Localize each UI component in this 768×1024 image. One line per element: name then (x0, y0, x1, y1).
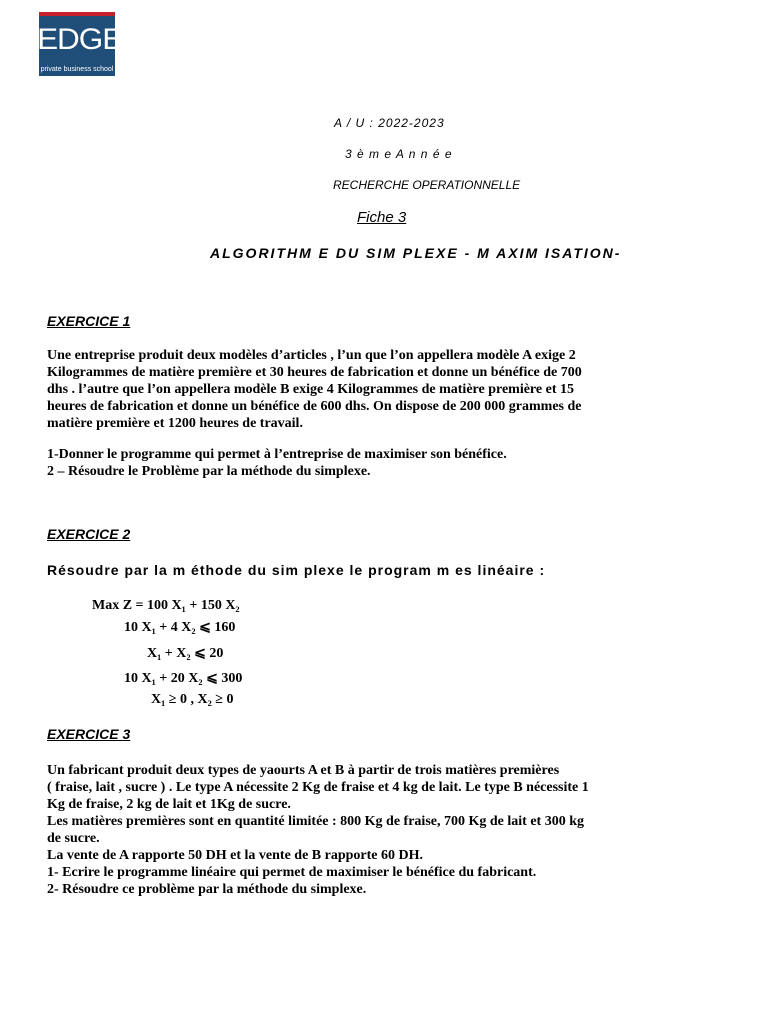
statement-line: Une entreprise produit deux modèles d’articles , l’un que l’on appellera modèle A exige 2 (47, 348, 576, 363)
statement-line: 1- Ecrire le programme linéaire qui permet de maximiser le bénéfice du fabricant. (47, 865, 537, 880)
statement-line: matière première et 1200 heures de travail. (47, 416, 303, 431)
academic-year: A / U : 2022-2023 (334, 116, 445, 130)
statement-line: de sucre. (47, 831, 100, 846)
exercice-1-title: EXERCICE 1 (47, 313, 131, 329)
fiche-number: Fiche 3 (357, 209, 407, 226)
exercice-2-title: EXERCICE 2 (47, 526, 131, 542)
logo-subtitle: private business school (40, 66, 114, 73)
question-line: 2 – Résoudre le Problème par la méthode du simplexe. (47, 464, 371, 479)
statement-line: Kg de fraise, 2 kg de lait et 1Kg de sucre. (47, 797, 291, 812)
exercice-1-questions (47, 446, 657, 480)
statement-line: Kilogrammes de matière première et 30 heures de fabrication et donne un bénéfice de 700 (47, 365, 582, 380)
non-negativity-constraint: X₁ ≥ 0 , X₂ ≥ 0 (151, 692, 234, 707)
constraint-3: 10 X₁ + 20 X₂ ⩽ 300 (124, 671, 243, 686)
school-logo (37, 12, 123, 76)
statement-line: Les matières premières sont en quantité limitée : 800 Kg de fraise, 700 Kg de lait et 300 kg (47, 814, 584, 829)
question-line: 1-Donner le programme qui permet à l’entreprise de maximiser son bénéfice. (47, 447, 507, 462)
constraint-1: 10 X₁ + 4 X₂ ⩽ 160 (124, 620, 236, 635)
course-name: RECHERCHE OPERATIONNELLE (333, 178, 521, 192)
statement-line: heures de fabrication et donne un bénéfice de 600 dhs. On dispose de 200 000 grammes de (47, 399, 582, 414)
document-title: ALGORITHM E DU SIM PLEXE - M AXIM ISATION- (210, 245, 622, 261)
logo-wordmark: EDGE (37, 23, 123, 56)
statement-line: 2- Résoudre ce problème par la méthode du simplexe. (47, 882, 367, 897)
objective-function: Max Z = 100 X₁ + 150 X₂ (92, 598, 240, 613)
exercice-3-title: EXERCICE 3 (47, 726, 131, 742)
study-level: 3 è m e A n n é e (345, 147, 453, 161)
exercice-2-instruction: Résoudre par la m éthode du sim plexe le program m es linéaire : (47, 562, 546, 578)
statement-line: ( fraise, lait , sucre ) . Le type A nécessite 2 Kg de fraise et 4 kg de lait. Le type B nécessite 1 (47, 780, 589, 795)
statement-line: Un fabricant produit deux types de yaourts A et B à partir de trois matières premières (47, 763, 560, 778)
statement-line: La vente de A rapporte 50 DH et la vente de B rapporte 60 DH. (47, 848, 424, 863)
statement-line: dhs . l’autre que l’on appellera modèle B exige 4 Kilogrammes de matière première et 15 (47, 382, 574, 397)
exercice-1-statement (47, 347, 657, 432)
constraint-2: X₁ + X₂ ⩽ 20 (147, 646, 224, 661)
exercice-3-statement (47, 762, 657, 898)
